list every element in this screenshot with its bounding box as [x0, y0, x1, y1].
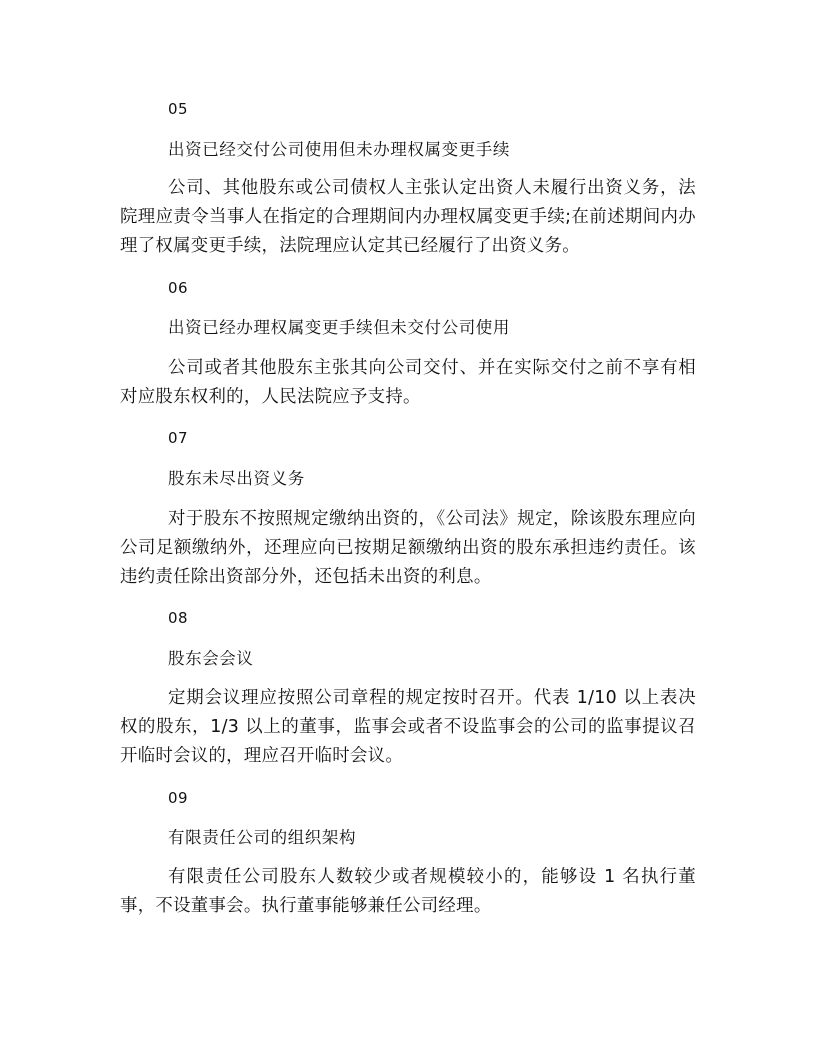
- section-body: 对于股东不按照规定缴纳出资的，《公司法》规定，除该股东理应向公司足额缴纳外，还理应向已按期足额缴纳出资的股东承担违约责任。该违约责任除出资部分外，还包括未出资的利息。: [120, 509, 696, 587]
- section-body: 定期会议理应按照公司章程的规定按时召开。代表 1/10 以上表决权的股东，1/3 以上的董事，监事会或者不设监事会的公司的监事提议召开临时会议的，理应召开临时会议。: [120, 688, 696, 766]
- section-number: 08: [168, 609, 189, 627]
- section-heading: 有限责任公司的组织架构: [168, 828, 357, 847]
- section-number: 05: [168, 100, 189, 118]
- section-number: 07: [168, 429, 189, 447]
- section-number: 06: [168, 279, 189, 297]
- section-heading: 出资已经交付公司使用但未办理权属变更手续: [168, 140, 510, 159]
- section-body: 公司、其他股东或公司债权人主张认定出资人未履行出资义务，法院理应责令当事人在指定的合理期间内办理权属变更手续;在前述期间内办理了权属变更手续，法院理应认定其已经履行了出资义务。: [120, 178, 696, 256]
- section-body: 公司或者其他股东主张其向公司交付、并在实际交付之前不享有相对应股东权利的，人民法院应予支持。: [120, 358, 696, 407]
- section-body: 有限责任公司股东人数较少或者规模较小的，能够设 1 名执行董事，不设董事会。执行董事能够兼任公司经理。: [120, 867, 696, 916]
- section-heading: 股东会会议: [168, 649, 254, 668]
- section-number: 09: [168, 789, 189, 807]
- section-heading: 出资已经办理权属变更手续但未交付公司使用: [168, 318, 510, 337]
- section-heading: 股东未尽出资义务: [168, 469, 305, 488]
- document-page: [120, 0, 696, 1056]
